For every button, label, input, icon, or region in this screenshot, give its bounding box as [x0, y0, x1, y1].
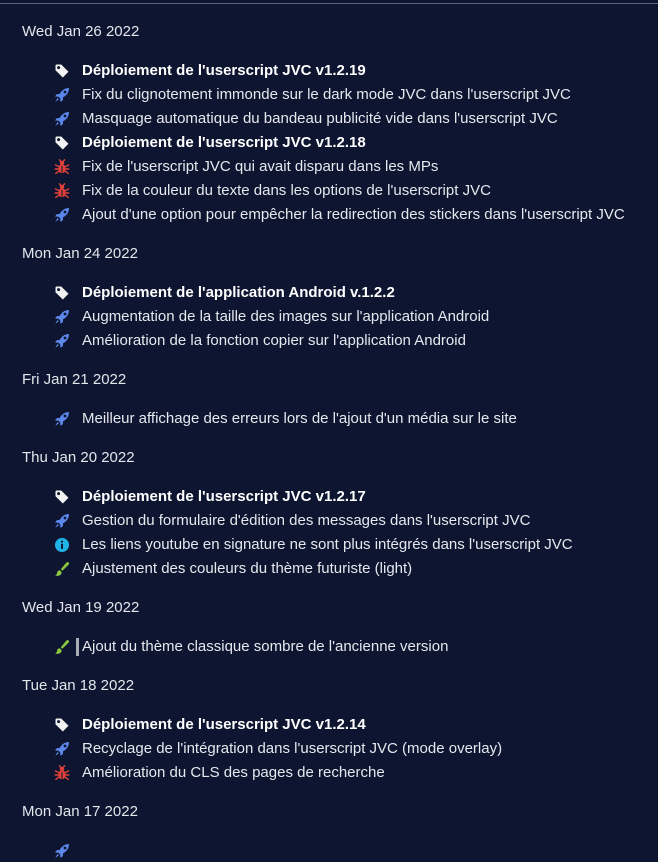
entry-text: Déploiement de l'userscript JVC v1.2.19	[82, 62, 366, 79]
entry-text: Amélioration du CLS des pages de recherche	[82, 764, 385, 781]
changelog-entry-style	[54, 636, 448, 658]
entry-text: Ajout du thème classique sombre de l'ancienne version	[82, 638, 449, 655]
entry-text: Fix de la couleur du texte dans les options de l'userscript JVC	[82, 182, 491, 199]
text-cursor	[76, 638, 79, 656]
day-date: Tue Jan 18 2022	[22, 677, 135, 694]
entry-text: Masquage automatique du bandeau publicité vide dans l'userscript JVC	[82, 110, 558, 127]
rocket-icon	[54, 411, 70, 427]
changelog-entry-release	[54, 282, 395, 304]
entry-text: Ajout d'une option pour empêcher la redirection des stickers dans l'userscript JVC	[82, 206, 625, 223]
changelog-entry-feature	[54, 204, 625, 226]
bug-icon	[54, 183, 70, 199]
entry-text: Les liens youtube en signature ne sont plus intégrés dans l'userscript JVC	[82, 536, 573, 553]
changelog-entry-info	[54, 534, 573, 556]
rocket-icon	[54, 843, 70, 859]
entry-text: Fix de l'userscript JVC qui avait disparu dans les MPs	[82, 158, 439, 175]
entry-text: Fix du clignotement immonde sur le dark mode JVC dans l'userscript JVC	[82, 86, 571, 103]
rocket-icon	[54, 111, 70, 127]
changelog-entry-release	[54, 60, 366, 82]
rocket-icon	[54, 207, 70, 223]
entry-text: Déploiement de l'userscript JVC v1.2.17	[82, 488, 366, 505]
day-date: Thu Jan 20 2022	[22, 449, 135, 466]
paintbrush-icon	[54, 561, 70, 577]
entry-text: Gestion du formulaire d'édition des messages dans l'userscript JVC	[82, 512, 531, 529]
info-icon	[54, 537, 70, 553]
changelog-entry-bug	[54, 156, 438, 178]
changelog-entry-release	[54, 486, 366, 508]
changelog-entry-feature	[54, 330, 466, 352]
rocket-icon	[54, 309, 70, 325]
tag-icon	[54, 63, 70, 79]
day-date: Mon Jan 24 2022	[22, 245, 138, 262]
changelog-entry-feature	[54, 306, 489, 328]
rocket-icon	[54, 87, 70, 103]
day-date: Wed Jan 26 2022	[22, 23, 140, 40]
tag-icon	[54, 285, 70, 301]
top-divider	[0, 3, 658, 4]
changelog-entry-release	[54, 132, 366, 154]
entry-text: Déploiement de l'application Android v.1.2.2	[82, 284, 395, 301]
entry-text: Meilleur affichage des erreurs lors de l'ajout d'un média sur le site	[82, 410, 517, 427]
changelog-entry-feature	[54, 84, 571, 106]
tag-icon	[54, 717, 70, 733]
changelog-entry-style	[54, 558, 412, 580]
bug-icon	[54, 159, 70, 175]
entry-text: Déploiement de l'userscript JVC v1.2.14	[82, 716, 366, 733]
day-date: Wed Jan 19 2022	[22, 599, 140, 616]
rocket-icon	[54, 333, 70, 349]
day-date: Mon Jan 17 2022	[22, 803, 138, 820]
tag-icon	[54, 489, 70, 505]
entry-text: Déploiement de l'userscript JVC v1.2.18	[82, 134, 366, 151]
changelog-entry-feature	[54, 510, 530, 532]
rocket-icon	[54, 513, 70, 529]
tag-icon	[54, 135, 70, 151]
changelog-entry-bug	[54, 762, 385, 784]
entry-text: Amélioration de la fonction copier sur l'application Android	[82, 332, 466, 349]
day-date: Fri Jan 21 2022	[22, 371, 127, 388]
entry-text: Ajustement des couleurs du thème futuriste (light)	[82, 560, 413, 577]
changelog-entry-feature	[54, 738, 502, 760]
changelog-entry-feature	[54, 840, 82, 862]
changelog-entry-feature	[54, 408, 517, 430]
bug-icon	[54, 765, 70, 781]
changelog-entry-feature	[54, 108, 558, 130]
entry-text: Recyclage de l'intégration dans l'userscript JVC (mode overlay)	[82, 740, 503, 757]
changelog-entry-bug	[54, 180, 491, 202]
changelog-entry-release	[54, 714, 366, 736]
entry-text: Augmentation de la taille des images sur l'application Android	[82, 308, 490, 325]
rocket-icon	[54, 741, 70, 757]
paintbrush-icon	[54, 639, 70, 655]
